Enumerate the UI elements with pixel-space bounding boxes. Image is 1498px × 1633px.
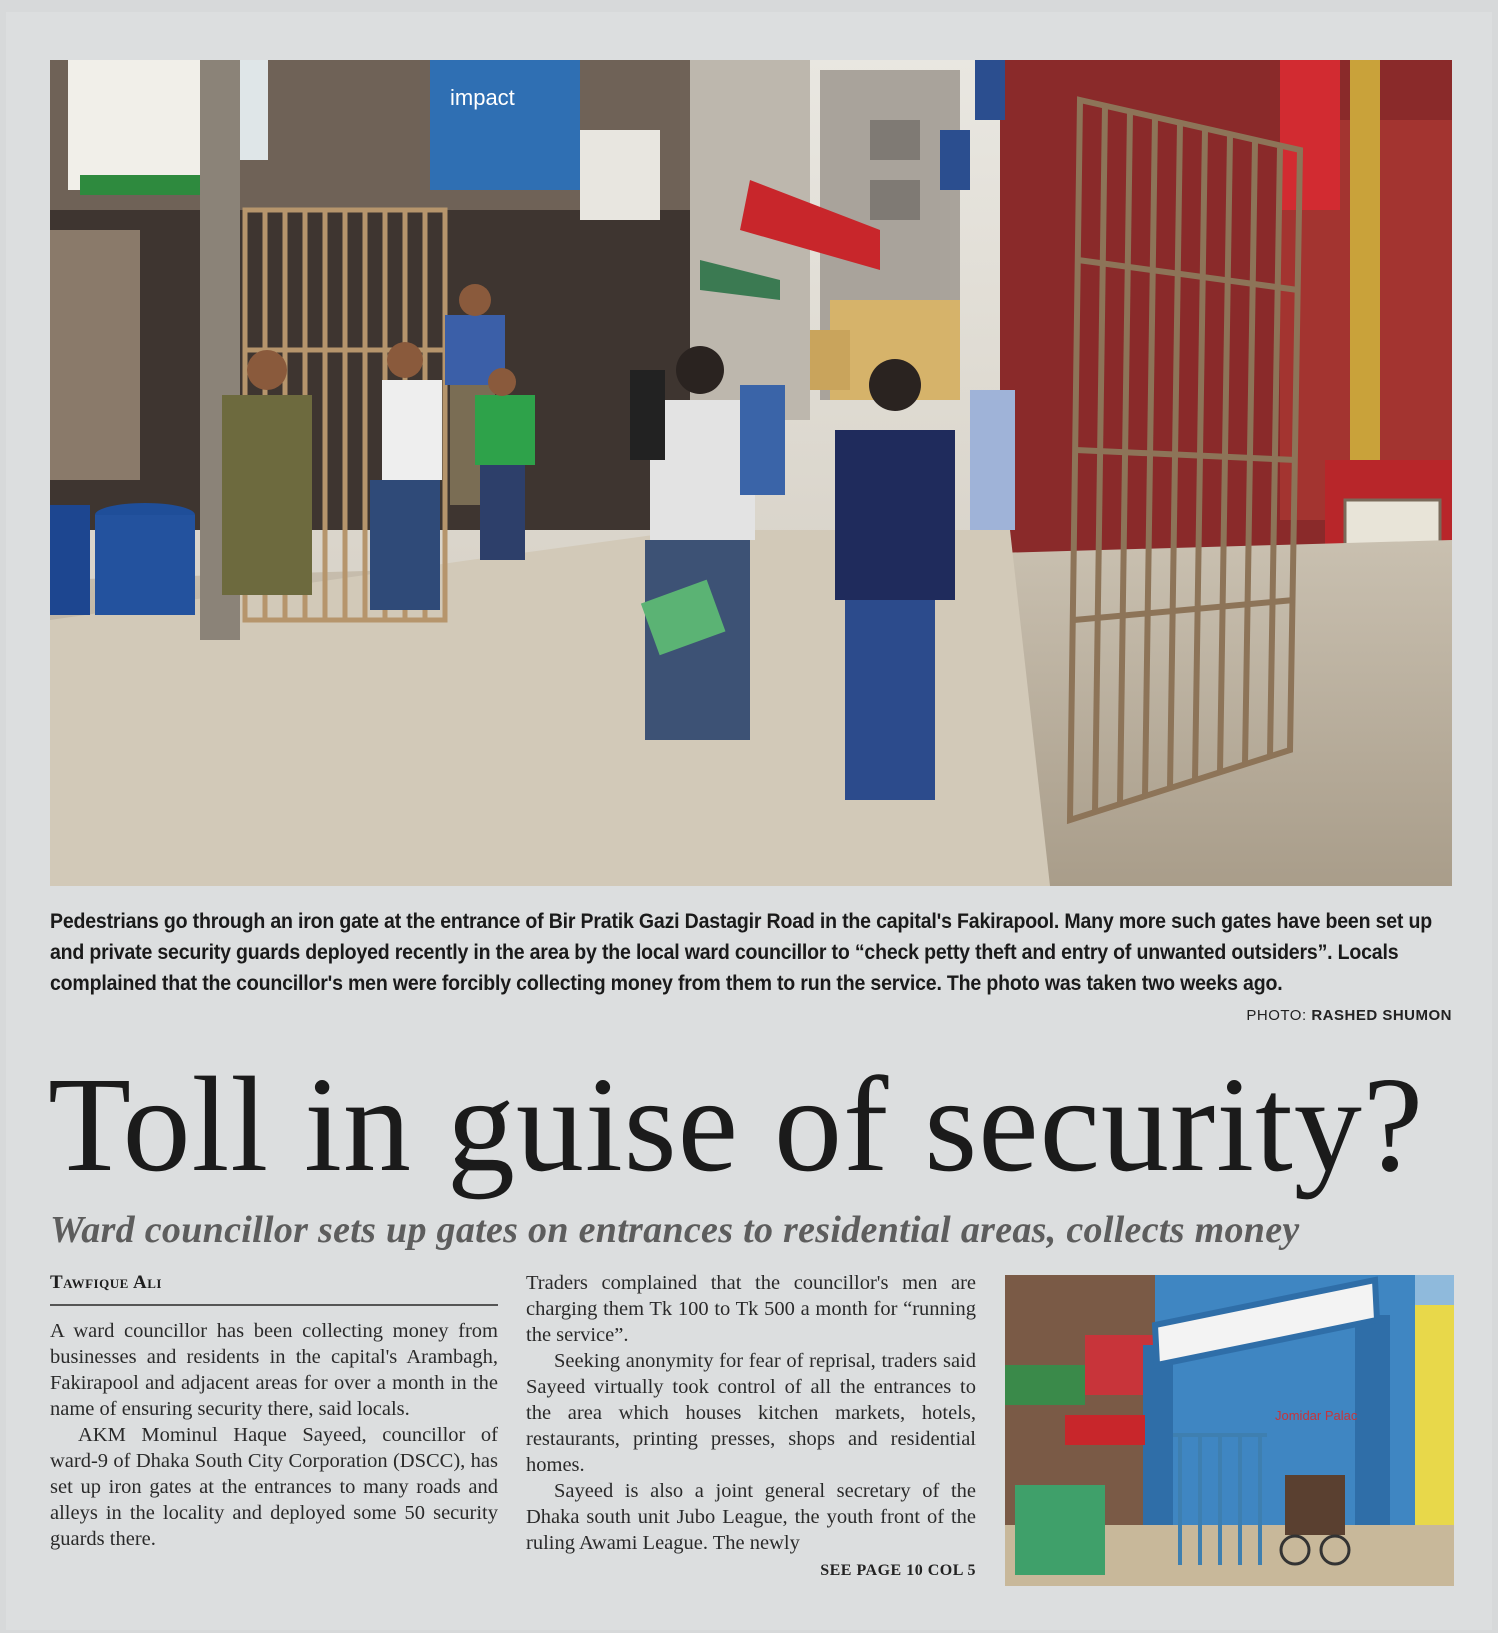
byline: Tawfique Ali: [50, 1272, 498, 1306]
paragraph: A ward councillor has been collecting money from businesses and residents in the capital's Arambagh, Fakirapool and adjacent areas for over a month in the name of ensuring security there, said locals.: [50, 1320, 498, 1420]
photo-credit: [1246, 1007, 1452, 1024]
paragraph: Sayeed is also a joint general secretary of the Dhaka south unit Jubo League, the youth front of the ruling Awami League. The newly: [526, 1480, 976, 1554]
impact-sign-text: impact: [450, 85, 515, 110]
paragraph: Traders complained that the councillor's men are charging them Tk 100 to Tk 500 a month for “running the service”.: [526, 1272, 976, 1346]
jomidar-sign-text: Jomidar Palac: [1275, 1408, 1358, 1423]
photo-credit-label: PHOTO:: [1246, 1007, 1307, 1024]
article-column-2: [526, 1270, 976, 1556]
side-photo: [1005, 1275, 1454, 1586]
photo-caption: Pedestrians go through an iron gate at the entrance of Bir Pratik Gazi Dastagir Road in the capital's Fakirapool. Many more such gates have been set up and private security guards deployed recently in the area by the local ward councillor to “check petty theft and entry of unwanted outsiders”. Locals complained that the councillor's men were forcibly collecting money from them to run the service. The photo was taken two weeks ago.: [50, 910, 1432, 995]
paragraph: AKM Mominul Haque Sayeed, councillor of ward-9 of Dhaka South City Corporation (DSCC), has set up iron gates at the entrances to many roads and alleys in the locality and deployed some 50 security guards there.: [50, 1424, 498, 1550]
photo-credit-name: RASHED SHUMON: [1311, 1007, 1452, 1024]
paragraph: Seeking anonymity for fear of reprisal, traders said Sayeed virtually took control of all the entrances to the area which houses kitchen markets, hotels, restaurants, printing presses, shops and residential homes.: [526, 1350, 976, 1476]
article-column-1: [50, 1318, 498, 1552]
headline: Toll in guise of security?: [48, 1050, 1425, 1200]
main-photo: [50, 60, 1452, 886]
subheadline: Ward councillor sets up gates on entrances to residential areas, collects money: [50, 1209, 1300, 1251]
jump-line: SEE PAGE 10 COL 5: [820, 1562, 976, 1579]
